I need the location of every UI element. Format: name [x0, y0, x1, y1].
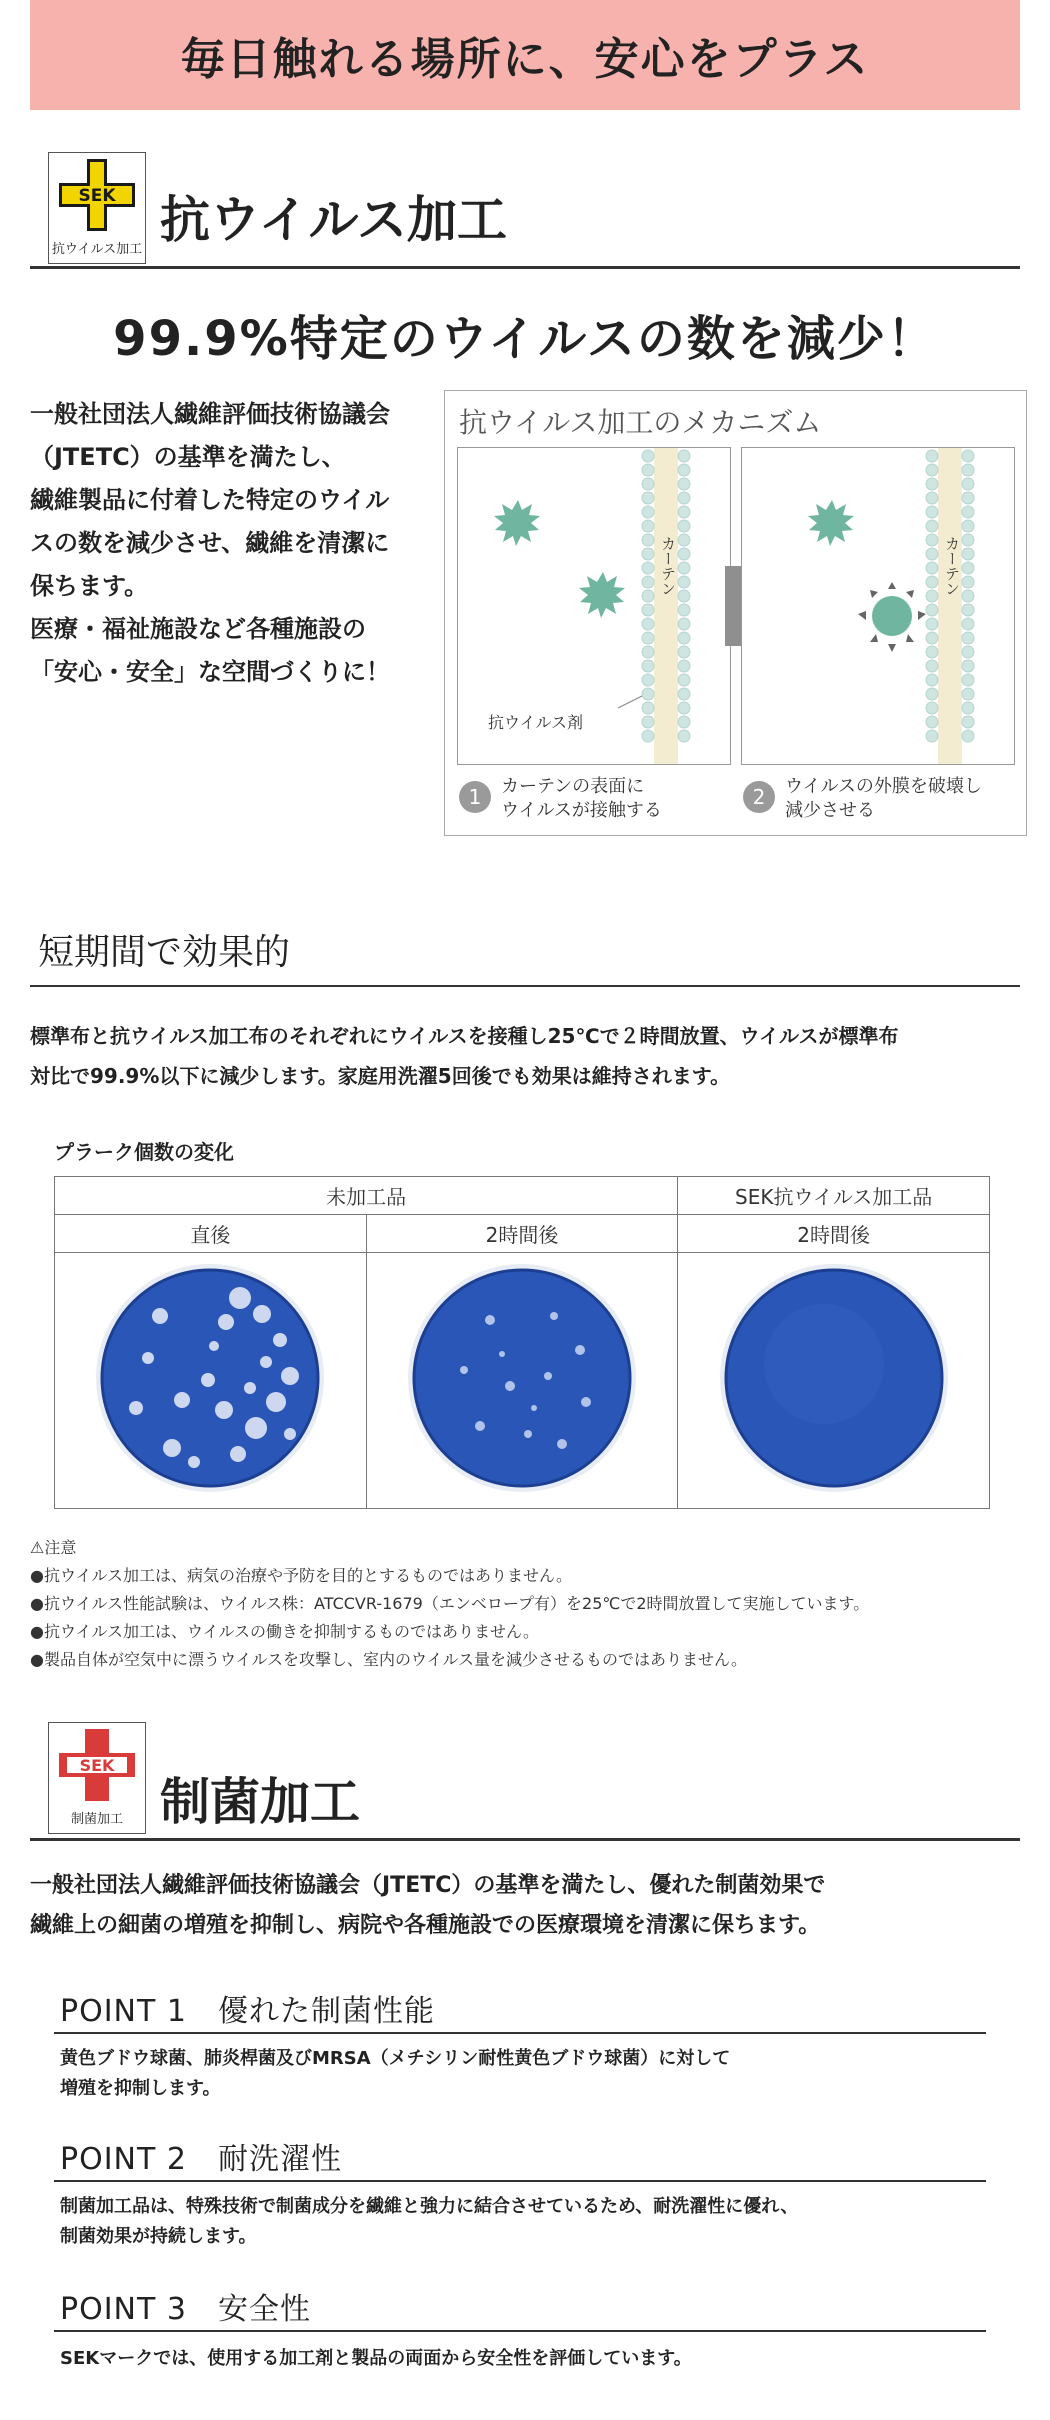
note-line: ●抗ウイルス加工は、ウイルスの働きを抑制するものではありません。	[30, 1622, 540, 1641]
step-line: ウイルスが接触する	[501, 800, 662, 821]
sek-mark-text: SEK	[79, 1756, 115, 1775]
point-1-title: POINT 1 優れた制菌性能	[60, 1994, 435, 2029]
section-divider	[30, 1838, 1020, 1841]
point-line: SEKマークでは、使用する加工剤と製品の両面から安全性を評価しています。	[60, 2348, 692, 2369]
antivirus-title: 抗ウイルス加工	[160, 191, 507, 249]
note-line: ⚠注意	[30, 1538, 77, 1557]
desc-line: 保ちます。	[30, 572, 149, 600]
group-header-treated: SEK抗ウイルス加工品	[678, 1177, 990, 1215]
point-divider	[54, 2180, 986, 2182]
point-2-title: POINT 2 耐洗濯性	[60, 2142, 342, 2177]
desc-line: （JTETC）の基準を満たし、	[30, 443, 346, 471]
banner-text: 毎日触れる場所に、安心をプラス	[180, 34, 870, 85]
note-line: ●抗ウイルス性能試験は、ウイルス株：ATCCVR-1679（エンベロープ有）を25℃で2時間放置して実施しています。	[30, 1594, 870, 1613]
point-line: 増殖を抑制します。	[60, 2078, 221, 2099]
step-1-text	[501, 775, 662, 823]
step-line: カーテンの表面に	[501, 776, 645, 797]
antivirus-description	[30, 393, 440, 694]
desc-line: 医療・福祉施設など各種施設の	[30, 615, 366, 643]
curtain-label: カーテン	[659, 536, 677, 596]
desc-line: 一般社団法人繊維評価技術協議会	[30, 400, 390, 428]
sek-yellow-cross-icon	[49, 153, 144, 238]
col-header: 直後	[55, 1215, 367, 1253]
plaque-table	[54, 1176, 990, 1509]
step-1-number: 1	[459, 781, 491, 813]
logo-caption: 抗ウイルス加工	[51, 242, 143, 257]
desc-line: 一般社団法人繊維評価技術協議会（JTETC）の基準を満たし、優れた制菌効果で	[30, 1873, 826, 1898]
col-header: 2時間後	[678, 1215, 990, 1253]
note-line: ●製品自体が空気中に漂うウイルスを攻撃し、室内のウイルス量を減少させるものではありません。	[30, 1650, 748, 1669]
point-3-text	[60, 2344, 990, 2374]
top-banner	[30, 0, 1020, 110]
text-line: 対比で99.9%以下に減少します。家庭用洗濯5回後でも効果は維持されます。	[30, 1064, 731, 1088]
curtain-label: カーテン	[943, 536, 961, 596]
point-2-text	[60, 2192, 990, 2252]
text-line: 標準布と抗ウイルス加工布のそれぞれにウイルスを接種し25℃で２時間放置、ウイルスが標準布	[30, 1024, 899, 1048]
mechanism-panel-2	[741, 447, 1015, 765]
point-1-text	[60, 2044, 990, 2104]
petri-dish-few-plaques	[402, 1258, 642, 1498]
short-term-title: 短期間で効果的	[38, 932, 291, 973]
point-divider	[54, 2032, 986, 2034]
logo-caption: 制菌加工	[70, 1812, 123, 1827]
section-divider	[30, 266, 1020, 269]
antibacterial-description	[30, 1866, 1030, 1946]
petri-dish-many-plaques	[90, 1258, 330, 1498]
virus-destroyed-illustration	[742, 448, 1015, 765]
dish-cell	[366, 1253, 678, 1509]
point-line: 黄色ブドウ球菌、肺炎桿菌及びMRSA（メチシリン耐性黄色ブドウ球菌）に対して	[60, 2048, 731, 2069]
short-term-text	[30, 1016, 1030, 1096]
dish-cell	[678, 1253, 990, 1509]
mechanism-title: 抗ウイルス加工のメカニズム	[459, 406, 822, 439]
antivirus-headline: 99.9%特定のウイルスの数を減少！	[113, 311, 937, 367]
point-line: 制菌効果が持続します。	[60, 2226, 257, 2247]
sek-antivirus-logo	[48, 152, 146, 264]
group-header-untreated: 未加工品	[55, 1177, 678, 1215]
step-2-text	[785, 775, 982, 823]
petri-dish-no-plaques	[714, 1258, 954, 1498]
section-divider	[30, 985, 1020, 987]
desc-line: 繊維上の細菌の増殖を抑制し、病院や各種施設での医療環境を清潔に保ちます。	[30, 1913, 821, 1938]
sek-red-cross-icon	[49, 1723, 144, 1808]
step-line: 減少させる	[785, 800, 875, 821]
desc-line: 繊維製品に付着した特定のウイル	[30, 486, 390, 514]
col-header: 2時間後	[366, 1215, 678, 1253]
desc-line: 「安心・安全」な空間づくりに！	[30, 658, 390, 686]
caution-notes	[30, 1534, 1040, 1674]
virus-contact-illustration	[458, 448, 731, 765]
antibacterial-title: 制菌加工	[160, 1773, 360, 1831]
note-line: ●抗ウイルス加工は、病気の治療や予防を目的とするものではありません。	[30, 1566, 572, 1585]
sek-antibacterial-logo	[48, 1722, 146, 1834]
point-3-title: POINT 3 安全性	[60, 2292, 311, 2327]
table-title: プラーク個数の変化	[54, 1140, 234, 1164]
step-2-number: 2	[743, 781, 775, 813]
desc-line: スの数を減少させ、繊維を清潔に	[30, 529, 390, 557]
dish-cell	[55, 1253, 367, 1509]
point-line: 制菌加工品は、特殊技術で制菌成分を繊維と強力に結合させているため、耐洗濯性に優れ、	[60, 2196, 799, 2217]
mechanism-diagram	[444, 390, 1027, 836]
point-divider	[54, 2330, 986, 2332]
agent-label: 抗ウイルス剤	[488, 713, 584, 732]
step-line: ウイルスの外膜を破壊し	[785, 776, 982, 797]
sek-mark-text: SEK	[78, 186, 116, 206]
mechanism-panel-1	[457, 447, 731, 765]
